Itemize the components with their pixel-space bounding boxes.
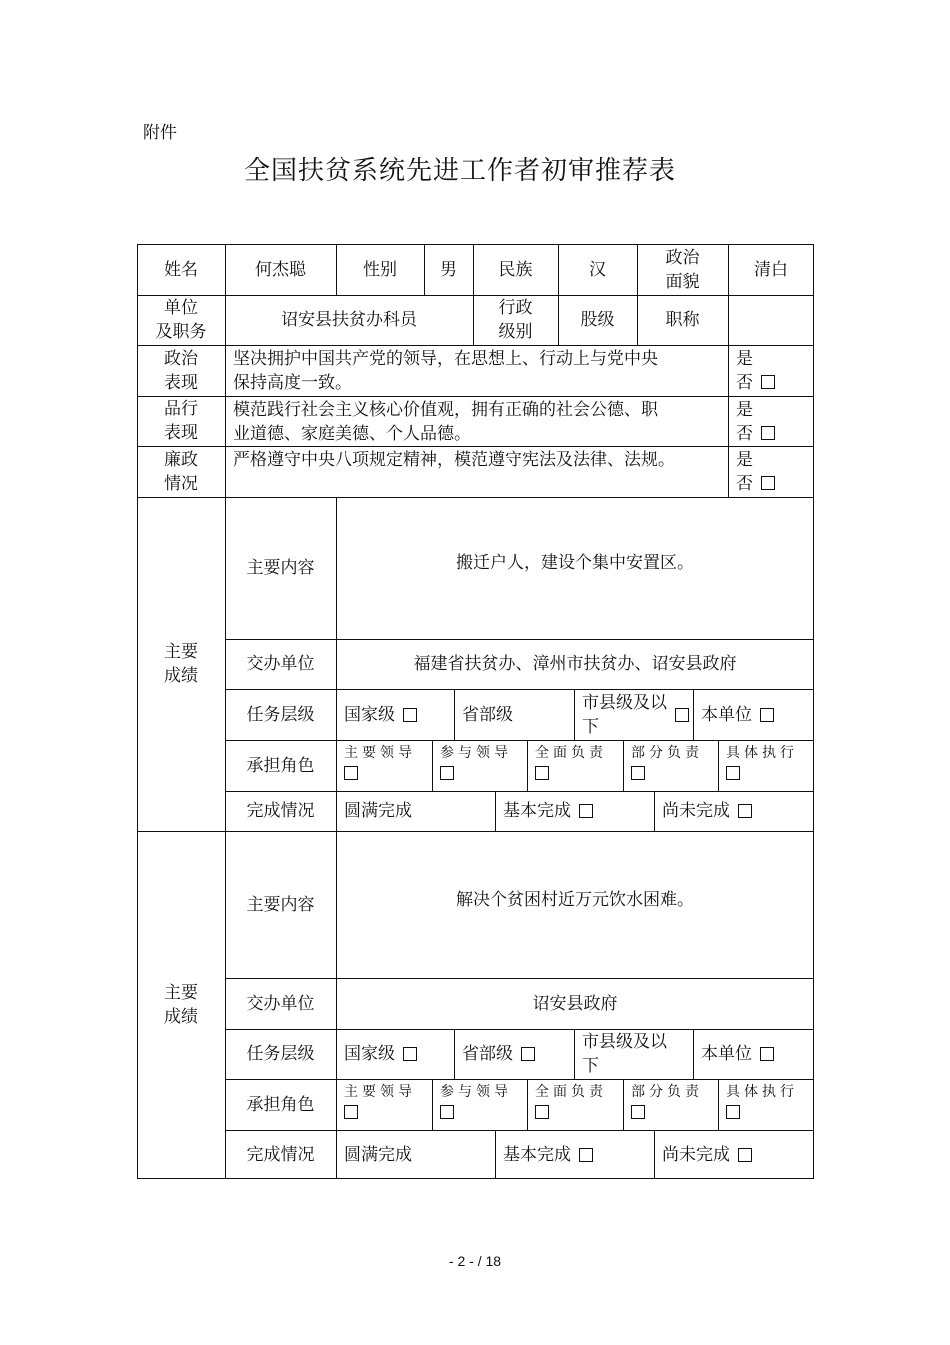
role-text: 主要领导 (344, 1084, 416, 1100)
assigning-unit-value: 福建省扶贫办、漳州市扶贫办、诏安县政府 (413, 654, 737, 674)
assigning-unit-label: 交办单位 (246, 654, 315, 674)
role-text: 部分负责 (631, 1084, 703, 1100)
yes-option: 是 (736, 450, 753, 470)
evaluation-label: 品行 表现 (164, 399, 198, 443)
completion-option (336, 1130, 495, 1179)
checkbox[interactable] (579, 804, 593, 818)
gender-value: 男 (440, 259, 457, 280)
role-option[interactable] (527, 740, 623, 791)
checkbox[interactable] (521, 1047, 535, 1061)
evaluation-text: 坚决拥护中国共产党的领导，在思想上、行动上与党中央 保持高度一致。 (233, 349, 658, 393)
document-title: 全国扶贫系统先进工作者初审推荐表 (243, 156, 676, 186)
checkbox[interactable] (760, 708, 774, 722)
completion-option (654, 1130, 814, 1179)
role-option[interactable] (718, 740, 814, 791)
task-level-option (336, 1029, 454, 1079)
professional-title-value (728, 295, 814, 345)
role-option[interactable] (432, 1079, 527, 1130)
no-label: 否 (736, 474, 753, 494)
name-value: 何杰聪 (255, 259, 306, 280)
completion-text: 基本完成 (503, 801, 571, 821)
task-level-text: 省部级 (462, 1044, 513, 1064)
yes-no-options (728, 446, 814, 496)
task-level-option (574, 1029, 693, 1079)
no-option[interactable] (736, 472, 806, 496)
role-option[interactable] (718, 1079, 814, 1130)
role-text: 参与领导 (440, 745, 512, 761)
checkbox[interactable] (403, 708, 417, 722)
ethnicity-value: 汉 (589, 259, 606, 280)
checkbox[interactable] (403, 1047, 417, 1061)
role-option[interactable] (527, 1079, 623, 1130)
role-option[interactable] (336, 740, 432, 791)
evaluation-text: 模范践行社会主义核心价值观，拥有正确的社会公德、职 业道德、家庭美德、个人品德。 (233, 400, 658, 444)
assigning-unit-label: 交办单位 (246, 993, 315, 1014)
task-level-option (454, 1029, 574, 1079)
page-number: - 2 - / 18 (448, 1253, 502, 1269)
role-text: 部分负责 (631, 745, 703, 761)
task-level-option (693, 1029, 814, 1079)
checkbox[interactable] (675, 708, 689, 722)
yes-option: 是 (736, 349, 753, 369)
checkbox[interactable] (761, 426, 775, 440)
checkbox[interactable] (738, 804, 752, 818)
completion-option (495, 1130, 654, 1179)
role-option[interactable] (432, 740, 527, 791)
role-text: 具体执行 (726, 1084, 798, 1100)
task-level-text: 国家级 (344, 1044, 395, 1064)
political-value: 清白 (754, 259, 788, 280)
completion-label: 完成情况 (246, 1144, 315, 1165)
ethnicity-label: 民族 (498, 259, 533, 280)
checkbox[interactable] (440, 1105, 454, 1119)
admin-level-label: 行政 级别 (498, 298, 533, 342)
role-text: 具体执行 (726, 745, 798, 761)
completion-label: 完成情况 (246, 801, 315, 821)
yes-no-options (728, 345, 814, 395)
completion-option (336, 791, 495, 831)
gender-label: 性别 (363, 259, 397, 280)
unit-label: 单位 及职务 (155, 298, 207, 342)
completion-text: 尚未完成 (662, 1144, 730, 1165)
role-label: 承担角色 (246, 1094, 315, 1115)
completion-text: 尚未完成 (662, 801, 730, 821)
task-level-text: 市县级及以 下 (582, 1032, 667, 1076)
evaluation-label: 廉政 情况 (164, 449, 198, 494)
completion-text: 圆满完成 (344, 801, 412, 821)
checkbox[interactable] (344, 1105, 358, 1119)
task-level-text: 省部级 (462, 704, 513, 725)
checkbox[interactable] (440, 766, 454, 780)
evaluation-label: 政治 表现 (164, 348, 198, 393)
task-level-text: 国家级 (344, 704, 395, 725)
task-level-label: 任务层级 (246, 704, 315, 725)
checkbox[interactable] (579, 1148, 593, 1162)
no-option[interactable] (736, 371, 806, 395)
no-label: 否 (736, 424, 753, 444)
role-text: 全面负责 (535, 745, 607, 761)
recommendation-form-table (137, 244, 814, 1179)
main-content-label: 主要内容 (246, 558, 315, 578)
no-label: 否 (736, 373, 753, 393)
task-level-option (336, 689, 454, 740)
completion-text: 圆满完成 (344, 1144, 412, 1165)
task-level-text: 市县级及以 下 (582, 692, 667, 737)
attachment-label: 附件 (143, 123, 177, 143)
checkbox[interactable] (631, 1105, 645, 1119)
task-level-option (574, 689, 693, 740)
checkbox[interactable] (344, 766, 358, 780)
achievement-section-label: 主要 成绩 (164, 983, 198, 1027)
completion-text: 基本完成 (503, 1144, 571, 1165)
main-content-value: 解决个贫困村近万元饮水困难。 (456, 889, 694, 910)
assigning-unit-value: 诏安县政府 (532, 993, 618, 1014)
checkbox[interactable] (535, 766, 549, 780)
main-content-label: 主要内容 (246, 894, 315, 915)
checkbox[interactable] (631, 766, 645, 780)
professional-title-label: 职称 (665, 310, 700, 330)
task-level-option (454, 689, 574, 740)
completion-option (654, 791, 814, 831)
role-text: 参与领导 (440, 1084, 512, 1100)
no-option[interactable] (736, 422, 806, 446)
unit-value: 诏安县扶贫办科员 (281, 310, 417, 330)
role-text: 主要领导 (344, 745, 416, 761)
checkbox[interactable] (738, 1148, 752, 1162)
name-label: 姓名 (164, 259, 198, 280)
evaluation-text: 严格遵守中央八项规定精神，模范遵守宪法及法律、法规。 (233, 450, 675, 470)
main-content-value: 搬迁户人，建设个集中安置区。 (456, 553, 694, 573)
completion-option (495, 791, 654, 831)
checkbox[interactable] (726, 1105, 740, 1119)
task-level-text: 本单位 (701, 1044, 752, 1064)
achievement-section-label: 主要 成绩 (164, 642, 198, 686)
checkbox[interactable] (761, 375, 775, 389)
checkbox[interactable] (535, 1105, 549, 1119)
yes-no-options (728, 396, 814, 446)
task-level-label: 任务层级 (246, 1044, 315, 1064)
task-level-option (693, 689, 814, 740)
political-label: 政治 面貌 (665, 247, 700, 292)
role-option[interactable] (623, 1079, 718, 1130)
checkbox[interactable] (760, 1047, 774, 1061)
role-option[interactable] (623, 740, 718, 791)
role-label: 承担角色 (246, 755, 315, 776)
role-option[interactable] (336, 1079, 432, 1130)
task-level-text: 本单位 (701, 704, 752, 725)
yes-option: 是 (736, 400, 753, 420)
role-text: 全面负责 (535, 1084, 607, 1100)
checkbox[interactable] (726, 766, 740, 780)
admin-level-value: 股级 (580, 310, 615, 330)
checkbox[interactable] (761, 476, 775, 490)
